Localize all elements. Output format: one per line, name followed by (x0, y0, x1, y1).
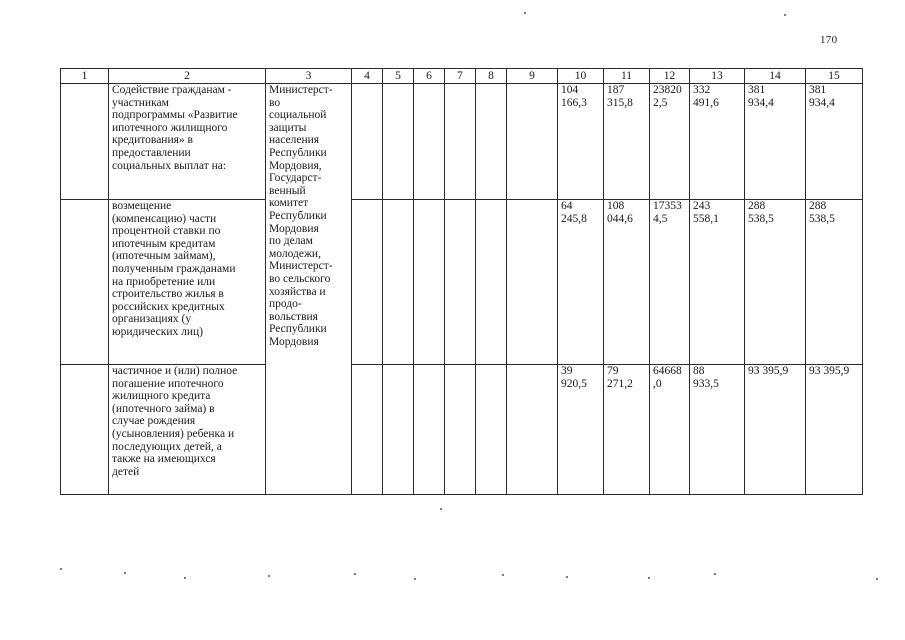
column-header: 11 (604, 69, 650, 84)
scan-speck (784, 14, 786, 16)
column-header: 15 (806, 69, 863, 84)
empty-cell (352, 365, 383, 495)
responsible-executors: Министерст- во социальной защиты населения Республики Мордовия, Государст- венный комитет Республики Мордовия по делам молодежи, Министерст- во сельского хозяйства и продо- вольствия Республики Мордовия (266, 84, 352, 495)
table-row (61, 365, 863, 495)
empty-cell (476, 365, 507, 495)
column-header: 12 (650, 69, 690, 84)
scan-speck (876, 578, 878, 580)
scan-speck (184, 577, 186, 579)
row-number-cell (61, 84, 109, 200)
scan-speck (440, 508, 442, 510)
scan-speck (566, 576, 568, 578)
page-number: 170 (820, 34, 838, 46)
column-header: 3 (266, 69, 352, 84)
value-cell: 104 166,3 (558, 84, 604, 200)
scan-speck (60, 568, 62, 570)
table-row (61, 84, 863, 200)
program-funding-table (60, 68, 863, 495)
column-header: 8 (476, 69, 507, 84)
empty-cell (507, 84, 558, 200)
value-cell: 39 920,5 (558, 365, 604, 495)
scan-speck (648, 577, 650, 579)
empty-cell (414, 365, 445, 495)
column-number-row (61, 69, 863, 84)
value-cell: 64668 ,0 (650, 365, 690, 495)
empty-cell (445, 200, 476, 365)
column-header: 4 (352, 69, 383, 84)
measure-description: Содействие гражданам - участникам подпрограммы «Развитие ипотечного жилищного кредитования» в предоставлении социальных выплат на: (109, 84, 266, 200)
scan-speck (524, 12, 526, 14)
scan-speck (414, 578, 416, 580)
empty-cell (414, 84, 445, 200)
row-number-cell (61, 365, 109, 495)
value-cell: 381 934,4 (745, 84, 806, 200)
value-cell: 17353 4,5 (650, 200, 690, 365)
column-header: 14 (745, 69, 806, 84)
scan-speck (124, 572, 126, 574)
empty-cell (383, 365, 414, 495)
value-cell: 288 538,5 (806, 200, 863, 365)
empty-cell (352, 200, 383, 365)
column-header: 9 (507, 69, 558, 84)
column-header: 10 (558, 69, 604, 84)
scan-speck (714, 573, 716, 575)
value-cell: 381 934,4 (806, 84, 863, 200)
empty-cell (445, 84, 476, 200)
measure-description: возмещение (компенсацию) части процентной ставки по ипотечным кредитам (ипотечным займам), полученным гражданами на приобретение или строительство жилья в российских кредитных организациях (у юридических лиц) (109, 200, 266, 365)
column-header: 7 (445, 69, 476, 84)
table-row (61, 200, 863, 365)
value-cell: 332 491,6 (690, 84, 745, 200)
value-cell: 243 558,1 (690, 200, 745, 365)
empty-cell (383, 84, 414, 200)
empty-cell (414, 200, 445, 365)
column-header: 5 (383, 69, 414, 84)
column-header: 2 (109, 69, 266, 84)
empty-cell (383, 200, 414, 365)
scan-speck (502, 574, 504, 576)
value-cell: 288 538,5 (745, 200, 806, 365)
empty-cell (476, 200, 507, 365)
scan-speck (268, 575, 270, 577)
row-number-cell (61, 200, 109, 365)
value-cell: 23820 2,5 (650, 84, 690, 200)
column-header: 6 (414, 69, 445, 84)
value-cell: 93 395,9 (806, 365, 863, 495)
measure-description: частичное и (или) полное погашение ипотечного жилищного кредита (ипотечного займа) в случае рождения (усыновления) ребенка и последующих детей, а также на имеющихся детей (109, 365, 266, 495)
value-cell: 108 044,6 (604, 200, 650, 365)
column-header: 13 (690, 69, 745, 84)
empty-cell (352, 84, 383, 200)
empty-cell (507, 365, 558, 495)
value-cell: 64 245,8 (558, 200, 604, 365)
value-cell: 93 395,9 (745, 365, 806, 495)
value-cell: 187 315,8 (604, 84, 650, 200)
value-cell: 79 271,2 (604, 365, 650, 495)
scan-speck (354, 573, 356, 575)
empty-cell (445, 365, 476, 495)
column-header: 1 (61, 69, 109, 84)
value-cell: 88 933,5 (690, 365, 745, 495)
empty-cell (507, 200, 558, 365)
empty-cell (476, 84, 507, 200)
